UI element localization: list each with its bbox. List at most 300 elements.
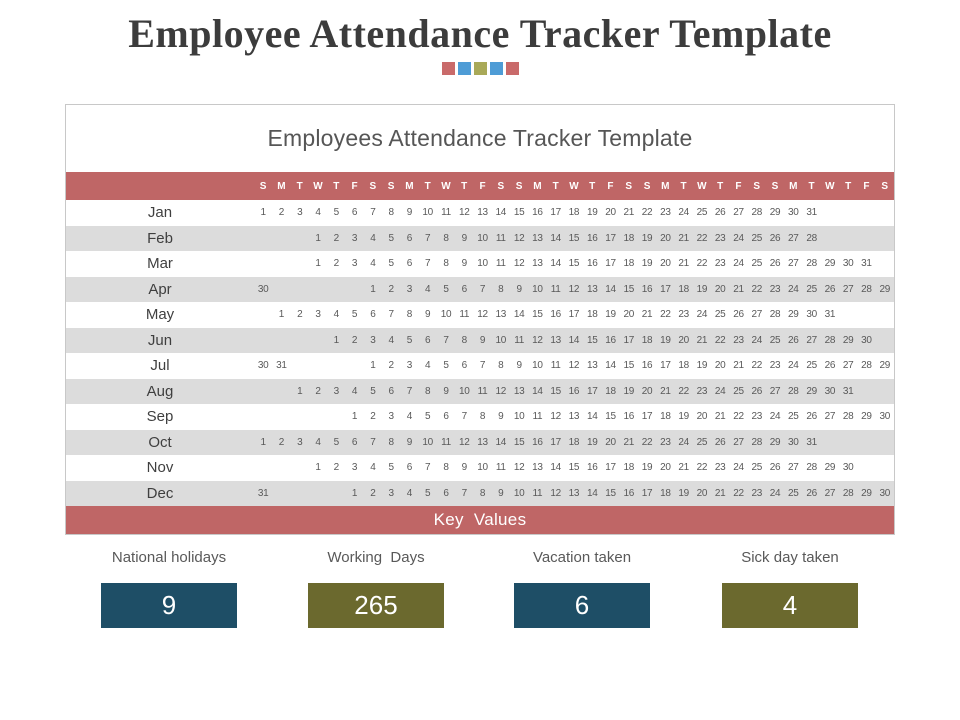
day-cell: 29 — [788, 309, 799, 321]
day-cell: 24 — [678, 436, 689, 448]
day-cell: 14 — [550, 462, 561, 474]
day-cell: 8 — [479, 487, 486, 499]
day-cell: 2 — [388, 283, 394, 295]
day-cell: 29 — [879, 360, 890, 372]
day-cell: 21 — [714, 411, 726, 423]
month-label: Jun — [147, 331, 173, 349]
day-cell: 21 — [714, 487, 726, 499]
day-cell: 4 — [406, 487, 413, 499]
day-cell: 28 — [751, 207, 762, 219]
day-cell: 10 — [477, 258, 488, 270]
day-cell: 12 — [532, 334, 543, 346]
day-cell: 3 — [370, 334, 376, 346]
day-cell: 15 — [568, 232, 580, 244]
day-cell: 13 — [586, 283, 598, 295]
day-cell: 17 — [641, 487, 653, 499]
day-cell — [291, 251, 309, 277]
day-cell: 21 — [733, 283, 744, 295]
day-cell: 19 — [678, 411, 689, 423]
day-cell: 9 — [406, 207, 413, 219]
day-cell: 27 — [788, 232, 799, 244]
day-cell: 23 — [733, 334, 744, 346]
day-cell: 28 — [806, 258, 817, 270]
day-cell: 17 — [586, 385, 598, 397]
day-of-week-cell: W — [825, 180, 835, 192]
day-cell: 2 — [370, 411, 376, 423]
day-of-week-cell: F — [735, 180, 742, 192]
day-cell: 13 — [532, 258, 543, 270]
day-cell: 28 — [806, 462, 817, 474]
day-cell: 27 — [842, 360, 854, 372]
day-cell: 19 — [678, 487, 689, 499]
day-cell: 25 — [751, 258, 762, 270]
day-cell: 28 — [861, 360, 872, 372]
day-cell: 24 — [714, 385, 726, 397]
day-cell: 25 — [751, 232, 762, 244]
day-cells — [254, 481, 894, 507]
day-cell: 24 — [678, 207, 689, 219]
day-cell: 4 — [315, 207, 321, 219]
day-cell: 17 — [623, 334, 635, 346]
stat-label: Vacation taken — [532, 549, 632, 566]
day-cell: 30 — [788, 207, 799, 219]
day-cell — [327, 277, 345, 303]
day-cell: 6 — [443, 411, 449, 423]
month-row-jan — [66, 200, 894, 226]
day-cell: 26 — [769, 462, 781, 474]
day-cell: 23 — [660, 207, 671, 219]
day-cell: 2 — [351, 334, 358, 346]
day-cell: 22 — [733, 411, 744, 423]
day-cell: 20 — [660, 462, 671, 474]
day-cell — [857, 200, 875, 226]
day-cell — [254, 404, 272, 430]
day-cell — [876, 328, 894, 354]
day-cell: 23 — [769, 283, 781, 295]
day-cell: 27 — [751, 309, 762, 321]
day-cell: 2 — [278, 207, 285, 219]
day-cell: 16 — [623, 411, 635, 423]
day-cell: 23 — [751, 411, 762, 423]
day-cell: 16 — [623, 487, 635, 499]
day-of-week-cell: S — [387, 180, 395, 192]
key-values-section — [0, 549, 960, 669]
day-cell: 26 — [751, 385, 762, 397]
day-cells — [254, 251, 894, 277]
day-cell: 12 — [495, 385, 507, 397]
day-cell: 12 — [550, 487, 561, 499]
day-cell — [821, 430, 839, 456]
day-cell: 19 — [641, 258, 653, 270]
day-cell: 30 — [842, 258, 854, 270]
day-of-week-cell: M — [661, 180, 670, 192]
day-cell: 19 — [586, 207, 598, 219]
day-cell: 23 — [714, 462, 726, 474]
day-cell: 28 — [861, 283, 872, 295]
day-cell: 24 — [788, 283, 799, 295]
month-row-jun — [66, 328, 894, 354]
month-label: Aug — [146, 382, 174, 400]
day-cell: 28 — [788, 385, 799, 397]
day-cell: 7 — [388, 309, 394, 321]
day-cell: 29 — [861, 487, 872, 499]
day-of-week-cell: S — [259, 180, 267, 192]
day-cell: 10 — [477, 232, 488, 244]
day-cell: 21 — [678, 232, 689, 244]
day-cell: 12 — [458, 207, 470, 219]
day-cell — [291, 481, 309, 507]
day-cell — [291, 328, 309, 354]
day-cell: 26 — [788, 334, 799, 346]
month-label: Jul — [150, 357, 170, 375]
day-cell: 3 — [315, 309, 321, 321]
day-cell: 31 — [861, 258, 872, 270]
day-cell: 17 — [660, 360, 671, 372]
day-cell: 31 — [806, 207, 817, 219]
day-cell: 20 — [641, 385, 653, 397]
day-cell: 15 — [568, 258, 580, 270]
day-cell: 16 — [586, 462, 598, 474]
day-cell — [857, 430, 875, 456]
day-cells — [254, 277, 894, 303]
day-cell: 11 — [514, 334, 524, 346]
day-cell: 13 — [532, 462, 543, 474]
day-cell: 24 — [769, 411, 781, 423]
day-cell — [309, 404, 327, 430]
day-cell: 26 — [806, 487, 817, 499]
day-cell — [876, 430, 894, 456]
day-cell: 28 — [769, 309, 781, 321]
day-cell: 16 — [641, 360, 653, 372]
day-cell — [254, 379, 272, 405]
card-title: Employees Attendance Tracker Template — [267, 125, 693, 151]
day-cell: 19 — [605, 309, 616, 321]
day-cell: 6 — [388, 385, 394, 397]
day-cell — [272, 379, 290, 405]
day-cell: 20 — [678, 334, 689, 346]
day-cell: 9 — [406, 436, 413, 448]
month-label: Apr — [148, 280, 172, 298]
day-cell: 14 — [495, 436, 507, 448]
day-of-week-cell: T — [808, 180, 815, 192]
day-cell: 9 — [461, 232, 467, 244]
day-cell — [839, 226, 857, 252]
day-cell: 9 — [498, 487, 504, 499]
day-cell — [876, 251, 894, 277]
day-cell: 30 — [824, 385, 836, 397]
month-row-feb — [66, 226, 894, 252]
day-cell: 2 — [315, 385, 321, 397]
day-cell — [821, 226, 839, 252]
day-cell: 22 — [696, 462, 708, 474]
day-cell: 17 — [605, 462, 616, 474]
day-of-week-cell: T — [333, 180, 340, 192]
day-cell: 9 — [516, 283, 522, 295]
day-cell: 18 — [660, 411, 671, 423]
day-cell: 13 — [568, 411, 580, 423]
day-cell: 23 — [751, 487, 762, 499]
day-cell: 30 — [879, 411, 890, 423]
day-cell: 21 — [623, 436, 635, 448]
day-cell: 16 — [586, 232, 598, 244]
day-cell: 2 — [333, 462, 339, 474]
day-cell: 2 — [297, 309, 303, 321]
day-cells — [254, 200, 894, 226]
day-cell: 11 — [532, 411, 543, 423]
day-cell: 25 — [696, 436, 708, 448]
day-cell: 20 — [605, 436, 616, 448]
day-cell: 12 — [477, 309, 488, 321]
day-of-week-cell: S — [753, 180, 761, 192]
month-label: Jan — [147, 204, 173, 222]
day-cell: 18 — [568, 207, 580, 219]
day-cell: 31 — [842, 385, 854, 397]
day-cell: 6 — [425, 334, 431, 346]
day-cell: 3 — [351, 232, 358, 244]
day-cell: 11 — [477, 385, 488, 397]
day-cell: 2 — [370, 487, 376, 499]
day-cell: 12 — [513, 462, 525, 474]
day-cells — [254, 302, 894, 328]
day-cell: 9 — [443, 385, 449, 397]
accent-square — [474, 62, 487, 75]
day-cell: 30 — [257, 360, 269, 372]
day-cell: 1 — [278, 309, 285, 321]
day-cell: 19 — [696, 283, 708, 295]
day-cell: 19 — [586, 436, 598, 448]
day-cell: 24 — [751, 334, 762, 346]
month-label: Dec — [146, 484, 174, 502]
day-cell: 25 — [806, 283, 817, 295]
day-cell: 2 — [388, 360, 394, 372]
day-cell: 26 — [714, 436, 726, 448]
day-of-week-cell: M — [789, 180, 798, 192]
day-cell: 22 — [641, 436, 653, 448]
day-of-week-cell: S — [515, 180, 523, 192]
day-cells — [254, 328, 894, 354]
day-cell: 25 — [769, 334, 781, 346]
day-cell: 11 — [441, 207, 451, 219]
day-cell: 1 — [297, 385, 303, 397]
day-cell: 8 — [443, 258, 449, 270]
day-cell: 4 — [370, 232, 376, 244]
day-cell: 3 — [351, 258, 358, 270]
day-cell: 5 — [425, 487, 431, 499]
day-cell: 21 — [623, 207, 635, 219]
day-cell: 8 — [479, 411, 486, 423]
day-cell: 23 — [714, 258, 726, 270]
day-cell: 18 — [605, 385, 616, 397]
day-cell: 19 — [696, 360, 708, 372]
day-cell: 3 — [406, 360, 413, 372]
day-cell — [254, 328, 272, 354]
day-cell: 22 — [714, 334, 726, 346]
day-cell: 12 — [513, 258, 525, 270]
day-cell: 22 — [751, 360, 762, 372]
day-cell: 10 — [513, 487, 525, 499]
day-cell: 25 — [788, 411, 799, 423]
day-cell: 5 — [443, 283, 449, 295]
day-of-week-cell: T — [589, 180, 596, 192]
day-cell: 15 — [623, 283, 635, 295]
day-cell: 28 — [806, 232, 817, 244]
day-cell: 20 — [623, 309, 635, 321]
day-cell: 31 — [276, 360, 287, 372]
day-cell: 23 — [696, 385, 708, 397]
day-cell: 1 — [351, 411, 358, 423]
stat-label: Working Days — [327, 549, 425, 566]
day-cell: 11 — [550, 283, 561, 295]
day-cell: 26 — [824, 360, 836, 372]
month-label: Feb — [147, 229, 173, 247]
day-cell: 1 — [260, 436, 266, 448]
day-cell: 1 — [260, 207, 266, 219]
day-cell — [345, 277, 363, 303]
day-of-week-cell: W — [441, 180, 451, 192]
day-cells — [254, 455, 894, 481]
day-cell: 26 — [769, 232, 781, 244]
day-cell: 19 — [641, 462, 653, 474]
day-cell: 4 — [351, 385, 358, 397]
day-cell: 14 — [495, 207, 507, 219]
day-cell: 4 — [333, 309, 339, 321]
day-cell: 16 — [586, 258, 598, 270]
day-of-week-cell: S — [771, 180, 779, 192]
day-cell: 15 — [550, 385, 561, 397]
day-cell: 14 — [605, 283, 616, 295]
day-cell: 28 — [842, 487, 854, 499]
day-cell: 30 — [257, 283, 269, 295]
day-of-week-header-row — [66, 172, 894, 200]
day-cell: 5 — [406, 334, 413, 346]
day-cell: 23 — [678, 309, 689, 321]
day-cell: 15 — [568, 462, 580, 474]
day-cell: 29 — [879, 283, 890, 295]
day-cell — [291, 404, 309, 430]
day-cell: 6 — [370, 309, 376, 321]
day-cell: 2 — [333, 232, 339, 244]
day-cell: 20 — [605, 207, 616, 219]
day-cell — [272, 455, 290, 481]
day-cell — [876, 455, 894, 481]
accent-square — [442, 62, 455, 75]
day-of-week-cell: W — [569, 180, 579, 192]
day-cell — [254, 455, 272, 481]
day-cell: 31 — [824, 309, 836, 321]
month-row-oct — [66, 430, 894, 456]
accent-square — [458, 62, 471, 75]
day-cell: 11 — [495, 258, 506, 270]
month-row-may — [66, 302, 894, 328]
day-cell — [254, 226, 272, 252]
day-cell: 17 — [550, 207, 561, 219]
day-cell: 22 — [751, 283, 762, 295]
day-cells — [254, 404, 894, 430]
day-cell: 11 — [495, 232, 506, 244]
day-cell: 25 — [696, 207, 708, 219]
day-cell — [839, 200, 857, 226]
day-cell: 16 — [568, 385, 580, 397]
day-cell — [327, 481, 345, 507]
day-cell: 21 — [678, 462, 689, 474]
month-row-sep — [66, 404, 894, 430]
day-cell: 21 — [678, 258, 689, 270]
day-cell: 9 — [461, 258, 467, 270]
day-cell: 9 — [425, 309, 431, 321]
day-cell: 7 — [370, 207, 376, 219]
day-cell: 27 — [788, 462, 799, 474]
day-cells — [254, 430, 894, 456]
month-label: May — [145, 306, 175, 324]
day-cell: 1 — [315, 258, 321, 270]
day-cell: 23 — [714, 232, 726, 244]
day-cell: 6 — [461, 283, 467, 295]
day-cells — [254, 226, 894, 252]
day-cell: 1 — [333, 334, 339, 346]
day-cell: 28 — [824, 334, 836, 346]
day-of-week-cell: S — [881, 180, 889, 192]
day-cell: 10 — [477, 462, 488, 474]
day-cell: 24 — [733, 462, 744, 474]
day-cell: 7 — [479, 283, 486, 295]
day-cell — [857, 226, 875, 252]
day-of-week-cell: F — [479, 180, 486, 192]
day-cell: 23 — [660, 436, 671, 448]
day-cell: 14 — [605, 360, 616, 372]
day-cell — [345, 353, 363, 379]
day-cell: 3 — [351, 462, 358, 474]
day-cell: 6 — [461, 360, 467, 372]
day-of-week-cell: T — [845, 180, 852, 192]
day-cell: 11 — [532, 487, 543, 499]
day-cell: 27 — [842, 283, 854, 295]
day-cell: 4 — [370, 258, 376, 270]
day-cell: 5 — [388, 232, 394, 244]
day-cell: 19 — [660, 334, 671, 346]
day-of-week-cell: T — [424, 180, 431, 192]
day-cell: 18 — [623, 232, 635, 244]
day-cell: 17 — [660, 283, 671, 295]
day-of-week-cell: M — [405, 180, 414, 192]
day-cell: 25 — [714, 309, 726, 321]
day-cell: 8 — [498, 360, 504, 372]
day-cell: 24 — [788, 360, 799, 372]
month-label: Mar — [147, 255, 173, 273]
day-cell: 6 — [443, 487, 449, 499]
day-cell: 10 — [495, 334, 507, 346]
day-of-week-cell: W — [313, 180, 323, 192]
stat-group — [514, 549, 650, 628]
day-of-week-cell: M — [533, 180, 542, 192]
day-cell: 10 — [532, 283, 543, 295]
day-cell — [272, 277, 290, 303]
day-cell — [876, 379, 894, 405]
day-of-week-cell: S — [369, 180, 377, 192]
day-cell: 9 — [479, 334, 486, 346]
day-cell: 25 — [788, 487, 799, 499]
day-cell: 16 — [550, 309, 561, 321]
day-cell: 8 — [388, 207, 394, 219]
day-cell — [876, 200, 894, 226]
day-cell: 8 — [498, 283, 504, 295]
day-of-week-cell: W — [697, 180, 707, 192]
day-cell: 5 — [388, 258, 394, 270]
day-cell: 18 — [568, 436, 580, 448]
day-cell: 27 — [824, 411, 836, 423]
key-values-band — [66, 506, 894, 534]
day-cell: 7 — [461, 487, 467, 499]
day-cell: 26 — [806, 411, 817, 423]
